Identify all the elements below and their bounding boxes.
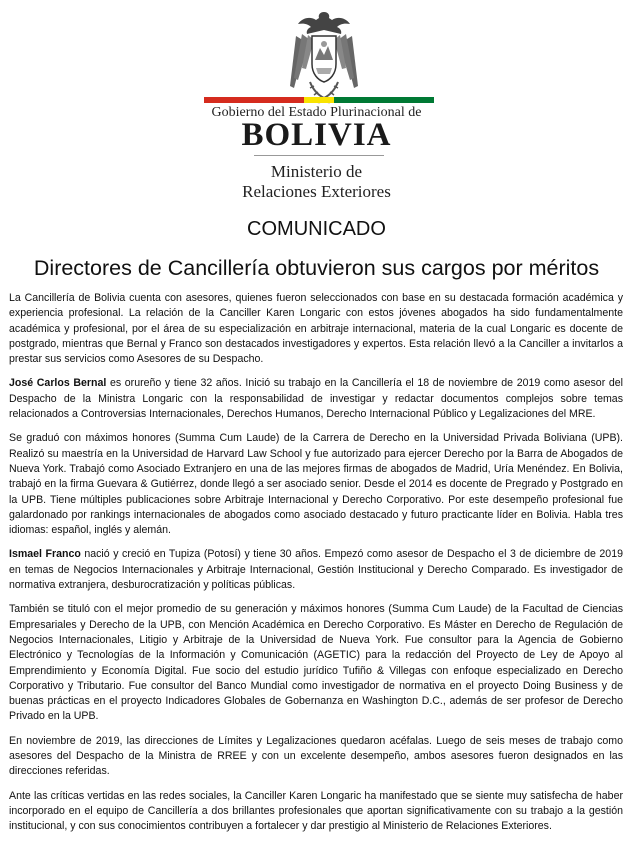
bolivia-coat-of-arms-icon (284, 8, 364, 106)
paragraph-text: es orureño y tiene 32 años. Inició su trabajo en la Cancillería el 18 de noviembre de 2019 como asesor del Despacho de la Ministra Longaric con la responsabilidad de investigar y redactar documentos complejos sobre temas relacionados a Controversias Internacionales, Derechos Humanos, Derecho Internacional Público y Legalizaciones del MRE. (9, 377, 623, 421)
paragraph (9, 376, 623, 422)
paragraph (9, 734, 623, 780)
paragraph (9, 789, 623, 835)
government-line: Gobierno del Estado Plurinacional de (211, 105, 422, 120)
paragraph (9, 431, 623, 538)
letterhead (0, 0, 633, 205)
person-name: Ismael Franco (9, 548, 81, 561)
person-name: José Carlos Bernal (9, 377, 107, 390)
ministry-line-1: Ministerio de (270, 162, 363, 181)
flag-red-segment (204, 97, 304, 103)
paragraph (9, 547, 623, 593)
paragraph (9, 291, 623, 367)
paragraph-text: También se tituló con el mejor promedio de su generación y máximos honores (Summa Cum Laude) de la Facultad de Ciencias Empresariales y Derecho de la UPB, con Mención Académica en Derecho Corporativo. Es Máster en Derecho de Regulación de Negocios Internacionales, Litigio y Arbitraje de la Universidad de Nueva York. Fue consultor para la Agencia de Gobierno Electrónico y Tecnologías de la Información y Comunicación (AGETIC) para la redacción del Proyecto de Ley de Apoyo al Emprendimiento y Economía Digital. Fue socio del estudio jurídico Tufiño & Villegas con enfoque especializado en Derecho Corporativo y Tributario. Fue consultor del Banco Mundial como investigador de normativa en el proyecto Doing Business y de buenas prácticas en el proyecto Indicadores Globales de Gobernanza en Washington D.C., además de ser profesor de Derecho Privado en la UPB. (9, 603, 623, 723)
ministry-line-2: Relaciones Exteriores (242, 182, 391, 201)
paragraph-text: En noviembre de 2019, las direcciones de Límites y Legalizaciones quedaron acéfalas. Luego de seis meses de trabajo como asesores del Despacho de la Ministra de RREE y con un excelente desempeño, ambos asesores fueron designados en las direcciones referidas. (9, 734, 623, 778)
ministry-name (0, 162, 633, 202)
paragraph-text: nació y creció en Tupiza (Potosí) y tiene 30 años. Empezó como asesor de Despacho el 3 de diciembre de 2019 en temas de Negocios Internacionales y Arbitraje Internacional, Gestión Institucional y Derecho Comparado. Es investigador de normativa extranjera, desburocratización y políticas públicas. (9, 548, 623, 592)
headline: Directores de Cancillería obtuvieron sus cargos por méritos (33, 256, 600, 280)
paragraph-text: La Cancillería de Bolivia cuenta con asesores, quienes fueron seleccionados con base en su destacada formación académica y experiencia profesional. La relación de la Canciller Karen Longaric con estos jóvenes abogados ha sido fundamentalmente académica y profesional, por el área de su especialización en arbitraje internacional, materia de la cual Longaric es docente de postgrado, mientras que Bernal y Franco son destacados investigadores y expertos. Esta relación llevó a la Canciller a invitarlos a prestar sus servicios como Asesores de su Despacho. (9, 292, 623, 366)
document-body (9, 291, 623, 844)
flag-yellow-segment (304, 97, 334, 103)
paragraph-text: Ante las críticas vertidas en las redes sociales, la Canciller Karen Longaric ha manifestado que se siente muy satisfecha de haber incorporado en el equipo de Cancillería a dos brillantes profesionales que aportan significativamente con su trabajo a la gestión institucional, y con sus conocimientos contribuyen a fortalecer y dar prestigio al Ministerio de Relaciones Exteriores. (9, 789, 623, 833)
document-label: COMUNICADO (247, 218, 386, 240)
flag-green-segment (334, 97, 434, 103)
paragraph (9, 602, 623, 724)
paragraph-text: Se graduó con máximos honores (Summa Cum Laude) de la Carrera de Derecho en la Universidad Privada Boliviana (UPB). Realizó su maestría en la Universidad de Harvard Law School y fue autorizado para ejercer Derecho por la Barra de Abogados de Nueva York. Trabajó como Asociado Extranjero en una de las mejores firmas de abogados de Madrid, Uría Menéndez. En Bolivia, trabajó en la firma Guevara & Gutiérrez, donde llegó a ser asociado senior. Desde el 2014 es docente de Pregrado y Postgrado en la UPB. Tiene múltiples publicaciones sobre Arbitraje Internacional y Derecho Corporativo. Por este desempeño profesional fue galardonado por rankings internacionales de abogados como asociado destacado y futuro practicante líder en Bolivia. Habla tres idiomas: español, inglés y alemán. (9, 432, 623, 537)
flag-stripe-bar (204, 97, 434, 103)
header-divider (254, 155, 384, 156)
country-name: BOLIVIA (241, 117, 392, 153)
